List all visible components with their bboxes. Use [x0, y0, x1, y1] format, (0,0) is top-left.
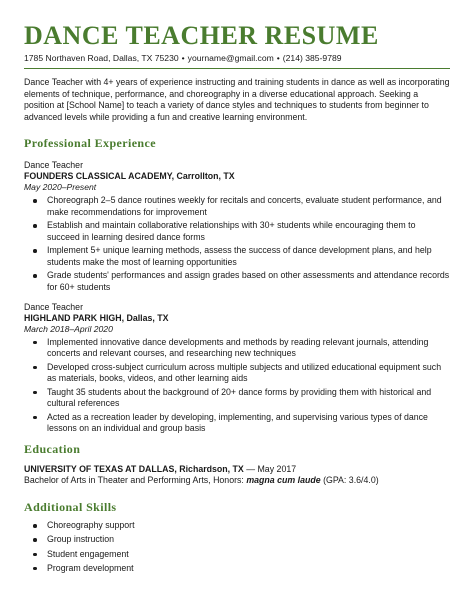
education-school: UNIVERSITY OF TEXAS AT DALLAS — [24, 464, 175, 475]
education-dash: — — [243, 464, 258, 475]
job-role: Dance Teacher — [24, 301, 84, 312]
phone: (214) 385-9789 — [282, 53, 342, 63]
education-gpa: (GPA: 3.6/4.0) — [320, 475, 379, 486]
job-bullets — [24, 337, 450, 434]
job-entry — [24, 160, 450, 292]
resume-page — [24, 22, 450, 577]
skill-item: Student engagement — [47, 549, 450, 560]
resume-title: DANCE TEACHER RESUME — [24, 21, 379, 50]
contact-separator: • — [276, 53, 280, 63]
bullet-item: Developed cross-subject curriculum across multiple subjects and utilized educational equipment such as materials, books, videos, and other learning aids — [47, 362, 450, 384]
skill-item: Program development — [47, 563, 450, 574]
job-location: , Dallas, TX — [121, 312, 169, 323]
contact-separator: • — [181, 53, 185, 63]
job-employer-line — [24, 171, 450, 182]
summary-paragraph: Dance Teacher with 4+ years of experience instructing and training students in dance as well as incorporating elements of technique, performance, and choreography in a diverse educational approach. Seeking a position at [School Name] to teach a variety of dance styles and techniques to students from beginner to advanced levels while providing a fun and creative learning environment. — [24, 77, 450, 122]
bullet-item: Choreograph 2–5 dance routines weekly for recitals and concerts, evaluate student performance, and make recommendations for improvement — [47, 195, 450, 217]
job-entry — [24, 302, 450, 434]
bullet-item: Acted as a recreation leader by developing, implementing, and supervising various types of dance lessons on an individual and group basis — [47, 412, 450, 434]
bullet-item: Taught 35 students about the background of 20+ dance forms by providing them with historical and cultural references — [47, 387, 450, 409]
job-bullets — [24, 195, 450, 292]
education-location: , Richardson, TX — [174, 464, 244, 475]
job-role: Dance Teacher — [24, 160, 84, 171]
bullet-item: Implement 5+ unique learning methods, assess the success of dance development plans, and help students make the most of learning opportunities — [47, 245, 450, 267]
education-degree: Bachelor of Arts in Theater and Performing Arts, Honors: — [24, 475, 247, 486]
header-divider — [24, 68, 450, 69]
section-title-education: Education — [24, 442, 81, 457]
section-title-experience: Professional Experience — [24, 136, 156, 151]
address: 1785 Northaven Road, Dallas, TX 75230 — [24, 53, 179, 63]
education-entry — [24, 464, 450, 486]
skills-list — [24, 520, 450, 574]
education-honor: magna cum laude — [246, 475, 321, 486]
job-location: , Carrollton, TX — [171, 171, 235, 182]
job-dates: May 2020–Present — [24, 182, 97, 193]
job-employer: FOUNDERS CLASSICAL ACADEMY — [24, 171, 172, 182]
education-date: May 2017 — [257, 464, 297, 475]
contact-line — [24, 52, 450, 64]
bullet-item: Establish and maintain collaborative relationships with 30+ students while encouraging them to succeed in learning desired dance forms — [47, 220, 450, 242]
skill-item: Choreography support — [47, 520, 450, 531]
email: yourname@gmail.com — [187, 53, 274, 63]
education-school-line — [24, 464, 450, 475]
bullet-item: Grade students' performances and assign grades based on other assessments and attendance records for 60+ students — [47, 270, 450, 292]
job-dates: March 2018–April 2020 — [24, 323, 113, 334]
job-employer-line — [24, 313, 450, 324]
education-degree-line — [24, 475, 450, 486]
skill-item: Group instruction — [47, 534, 450, 545]
section-title-skills: Additional Skills — [24, 500, 117, 515]
bullet-item: Implemented innovative dance developments and methods by reading relevant journals, attending concerts and relevant courses, and researching new techniques — [47, 337, 450, 359]
job-employer: HIGHLAND PARK HIGH — [24, 312, 122, 323]
